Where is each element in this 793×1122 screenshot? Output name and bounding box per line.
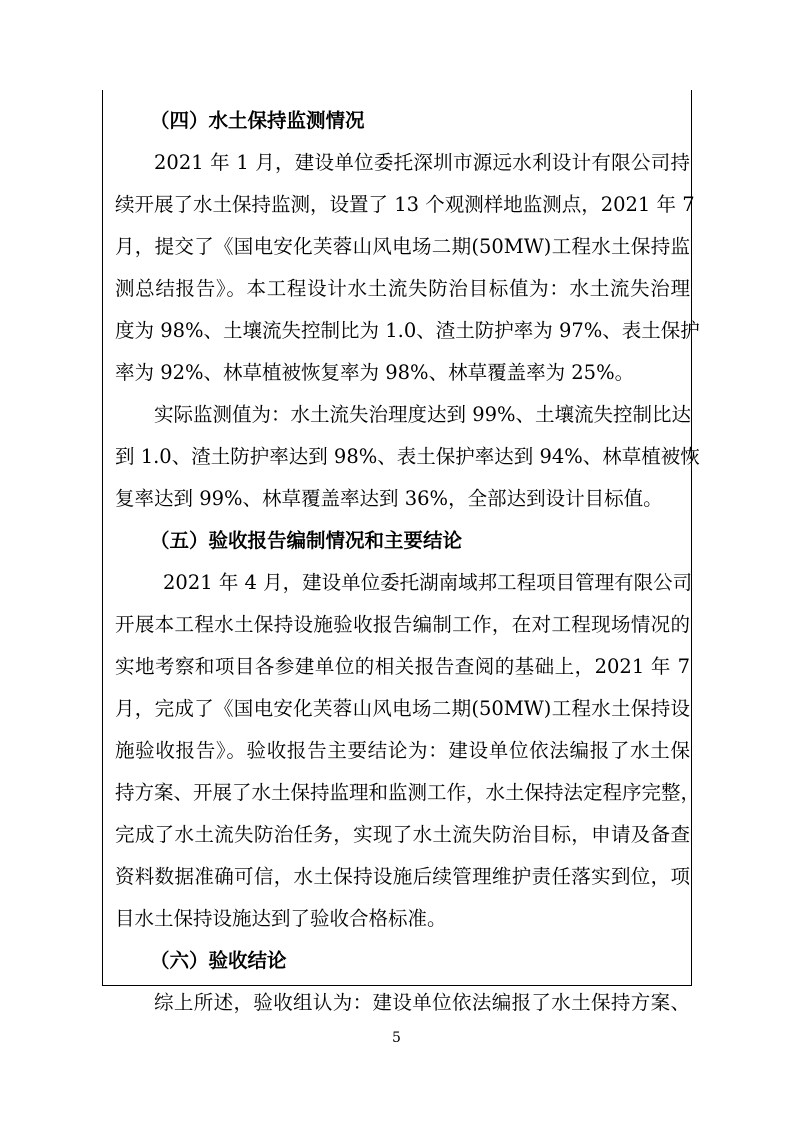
paragraph-line: 持方案、开展了水土保持监理和监测工作，水土保持法定程序完整， (115, 781, 701, 804)
paragraph-line: 度为 98%、土壤流失控制比为 1.0、渣土防护率为 97%、表土保护 (115, 319, 700, 342)
paragraph-line: 测总结报告》。本工程设计水土流失防治目标值为：水土流失治理 (115, 277, 690, 300)
paragraph-line: 实际监测值为：水土流失治理度达到 99%、土壤流失控制比达 (154, 403, 692, 426)
paragraph-line: 开展本工程水土保持设施验收报告编制工作，在对工程现场情况的 (115, 613, 690, 636)
page-number: 5 (392, 1030, 401, 1046)
paragraph-line: 完成了水土流失防治任务，实现了水土流失防治目标，申请及备查 (115, 823, 690, 846)
section-heading-4: （四）水土保持监测情况 (150, 109, 365, 132)
paragraph-line: 实地考察和项目各参建单位的相关报告查阅的基础上，2021 年 7 (115, 655, 690, 678)
section-heading-6: （六）验收结论 (150, 949, 287, 972)
paragraph-line: 资料数据准确可信，水土保持设施后续管理维护责任落实到位，项 (115, 865, 690, 888)
paragraph-line: 目水土保持设施达到了验收合格标准。 (115, 907, 447, 930)
paragraph-line: 2021 年 1 月，建设单位委托深圳市源远水利设计有限公司持 (154, 151, 690, 174)
paragraph-line: 施验收报告》。验收报告主要结论为：建设单位依法编报了水土保 (115, 739, 690, 762)
paragraph-line: 月，提交了《国电安化芙蓉山风电场二期(50MW)工程水土保持监 (115, 235, 690, 258)
paragraph-line: 月，完成了《国电安化芙蓉山风电场二期(50MW)工程水土保持设 (115, 697, 690, 720)
document-body (115, 100, 701, 1024)
paragraph-line: 2021 年 4 月，建设单位委托湖南域邦工程项目管理有限公司 (163, 571, 693, 594)
paragraph-line: 续开展了水土保持监测，设置了 13 个观测样地监测点，2021 年 7 (115, 193, 695, 216)
paragraph-line: 综上所述，验收组认为：建设单位依法编报了水土保持方案、 (154, 991, 690, 1014)
section-heading-5: （五）验收报告编制情况和主要结论 (150, 529, 463, 552)
paragraph-line: 率为 92%、林草植被恢复率为 98%、林草覆盖率为 25%。 (115, 361, 635, 384)
paragraph-line: 到 1.0、渣土防护率达到 98%、表土保护率达到 94%、林草植被恢 (115, 445, 700, 468)
paragraph-line: 复率达到 99%、林草覆盖率达到 36%，全部达到设计目标值。 (115, 487, 663, 510)
